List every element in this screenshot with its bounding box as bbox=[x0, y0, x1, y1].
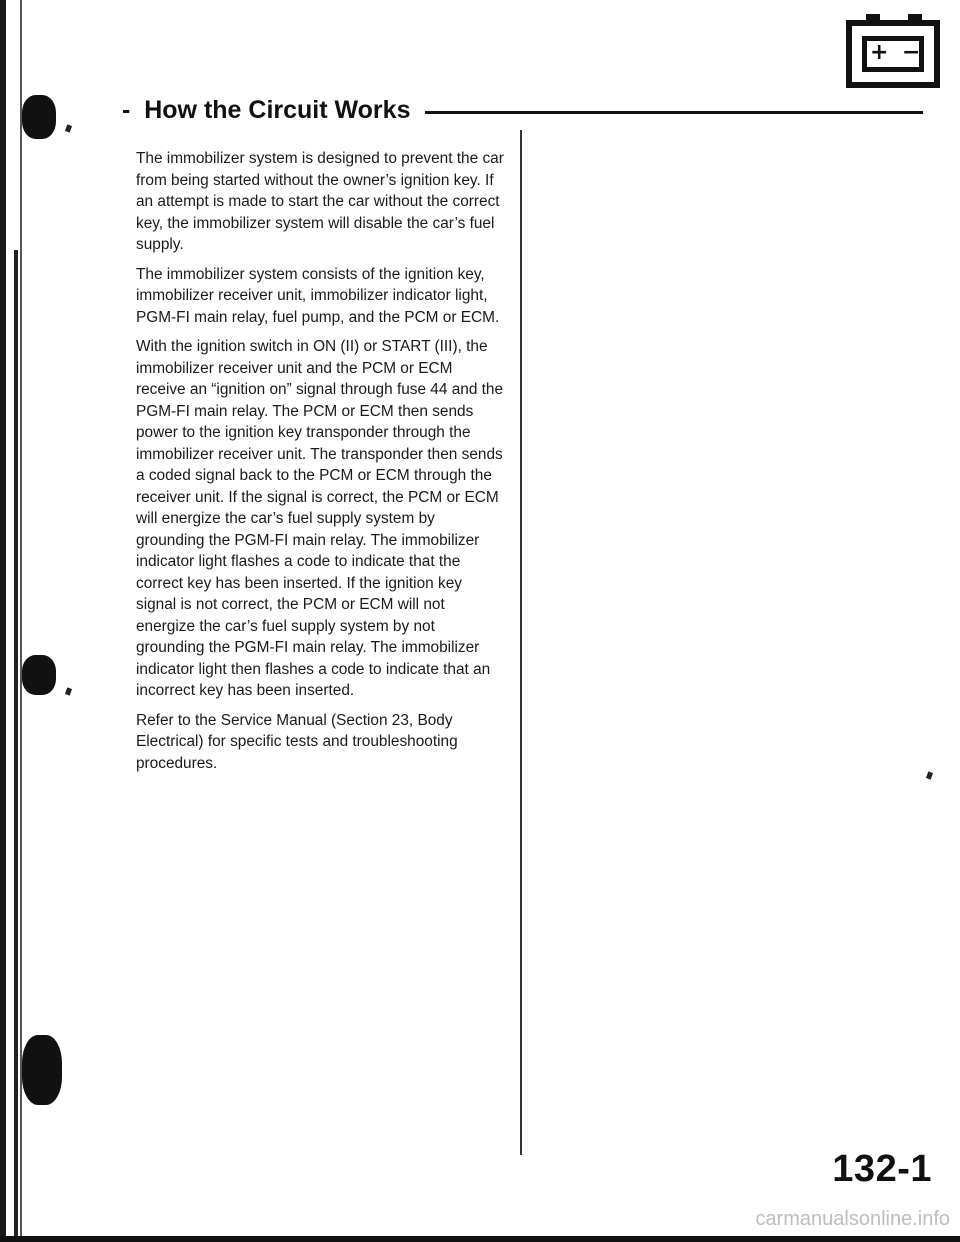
margin-tick bbox=[926, 771, 933, 779]
page-number: 132-1 bbox=[832, 1148, 932, 1190]
paragraph-operation: With the ignition switch in ON (II) or START (III), the immobilizer receiver unit and the PCM or ECM receive an “ignition on” signal through fuse 44 and the PGM-FI main relay. The PCM or ECM then sends power to the ignition key transponder through the immobilizer receiver unit. The transponder then sends a coded signal back to the PCM or ECM through the receiver unit. If the signal is correct, the PCM or ECM will energize the car’s fuel supply system by grounding the PGM-FI main relay. The immobilizer indicator light flashes a code to indicate that the correct key has been inserted. If the ignition key signal is not correct, the PCM or ECM will not energize the car’s fuel supply system by not grounding the PGM-FI main relay. The immobilizer indicator light then flashes a code to indicate that an incorrect key has been inserted. bbox=[136, 338, 504, 699]
binding-edge-lower bbox=[14, 250, 18, 1242]
battery-terminal-right bbox=[908, 14, 922, 26]
paragraph-reference: Refer to the Service Manual (Section 23, Body Electrical) for specific tests and troubleshooting procedures. bbox=[136, 711, 458, 772]
battery-cell bbox=[862, 36, 924, 72]
paragraph-components: The immobilizer system consists of the ignition key, immobilizer receiver unit, immobilizer indicator light, PGM-FI main relay, fuel pump, and the PCM or ECM. bbox=[136, 265, 500, 326]
column-divider bbox=[520, 130, 522, 1155]
binding-mark-middle bbox=[22, 655, 56, 695]
watermark: carmanualsonline.info bbox=[755, 1208, 950, 1230]
battery-icon bbox=[846, 20, 940, 88]
bottom-edge bbox=[0, 1236, 960, 1242]
binding-tick-2 bbox=[65, 687, 72, 695]
paragraph-purpose: The immobilizer system is designed to prevent the car from being started without the owner’s ignition key. If an attempt is made to start the car without the correct key, the immobilizer system will disable the car’s fuel supply. bbox=[136, 150, 504, 253]
battery-minus-sign: − bbox=[902, 40, 921, 65]
binding-tick-1 bbox=[65, 124, 72, 132]
battery-terminal-left bbox=[866, 14, 880, 26]
heading-rule bbox=[425, 111, 923, 114]
section-title: How the Circuit Works bbox=[144, 96, 411, 124]
body-text bbox=[136, 148, 506, 782]
binding-mark-bottom bbox=[22, 1035, 62, 1105]
binding-mark-top bbox=[22, 95, 56, 139]
battery-plus-sign: + bbox=[870, 40, 889, 65]
section-heading bbox=[122, 96, 410, 125]
binding-edge bbox=[0, 0, 6, 1242]
section-dash: - bbox=[122, 96, 131, 124]
